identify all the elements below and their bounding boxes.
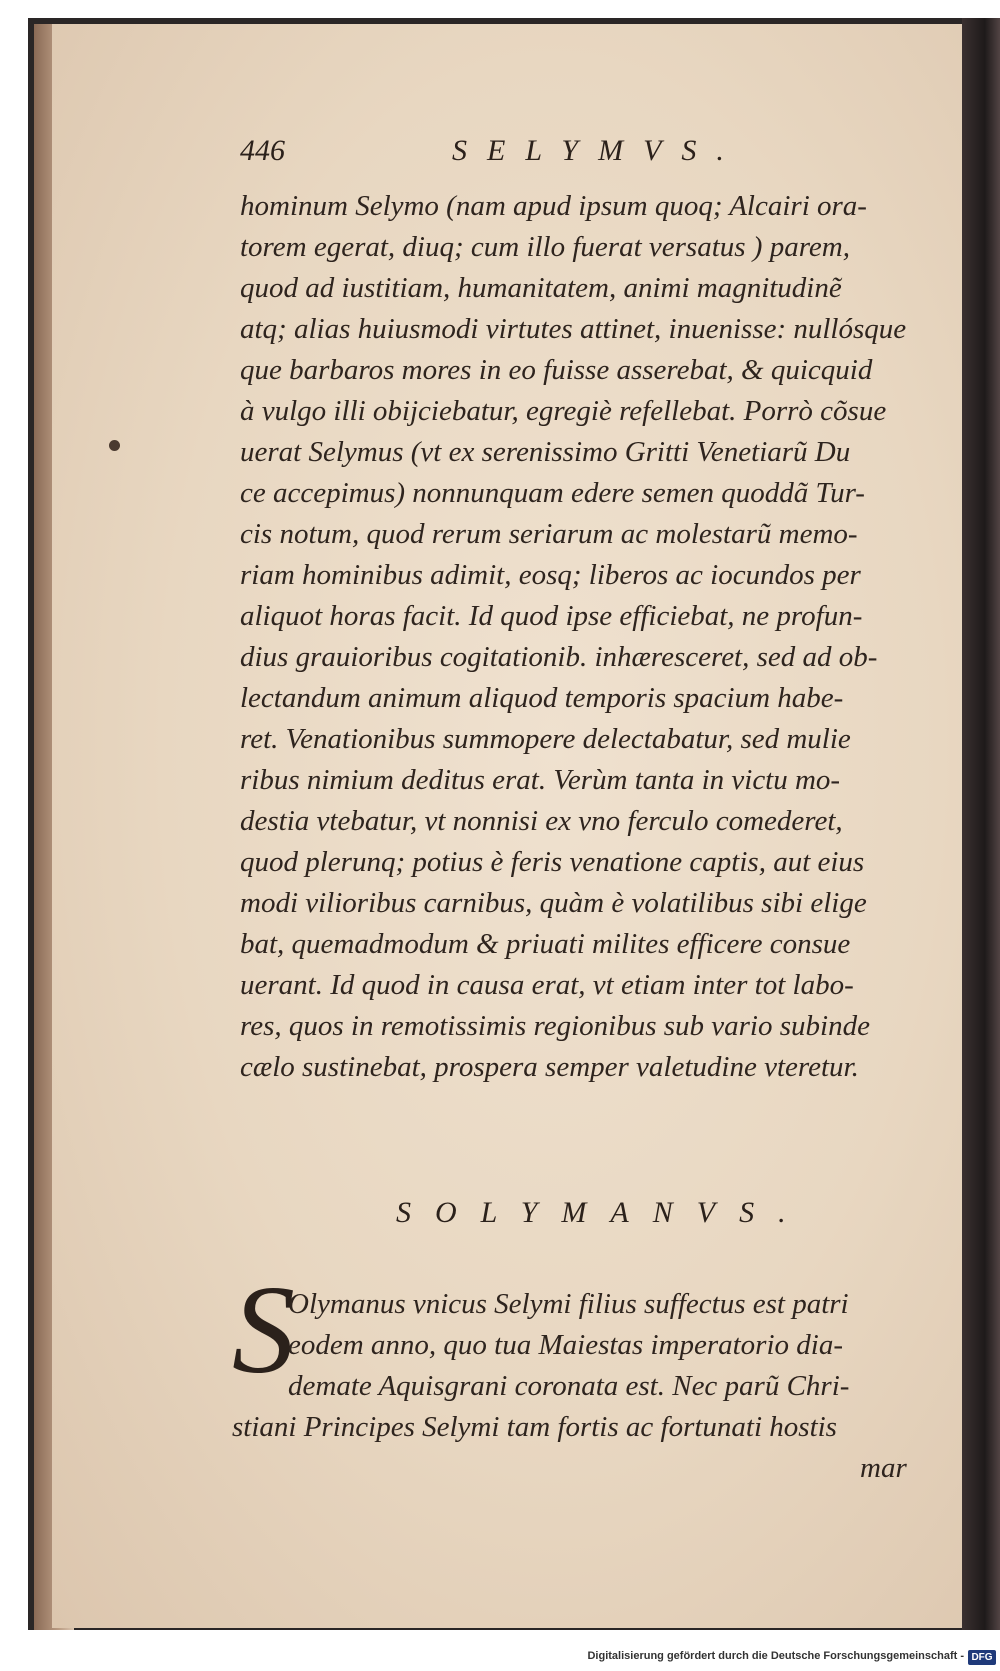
text-line: ribus nimium deditus erat. Verùm tanta in victu mo-: [240, 764, 841, 796]
text-line: ret. Venationibus summopere delectabatur, sed mulie: [240, 723, 851, 755]
text-line: res, quos in remotissimis regionibus sub vario subinde: [240, 1010, 870, 1042]
text-line: aliquot horas facit. Id quod ipse efficiebat, ne profun-: [240, 600, 863, 632]
text-line: cælo sustinebat, prospera semper valetudine vteretur.: [240, 1051, 859, 1083]
text-line: cis notum, quod rerum seriarum ac molestarũ memo-: [240, 518, 858, 550]
drop-cap-initial: S: [232, 1261, 295, 1400]
text-line: hominum Selymo (nam apud ipsum quoq; Alcairi ora-: [240, 190, 867, 222]
text-line: uerat Selymus (vt ex serenissimo Gritti Venetiarũ Du: [240, 436, 851, 468]
marginal-ink-dot: [109, 440, 120, 451]
running-head: [240, 134, 760, 174]
text-line: destia vtebatur, vt nonnisi ex vno ferculo comederet,: [240, 805, 843, 837]
text-line: bat, quemadmodum & priuati milites efficere consue: [240, 928, 851, 960]
page-number: 446: [240, 134, 285, 167]
text-line: uerant. Id quod in causa erat, vt etiam inter tot labo-: [240, 969, 854, 1001]
text-line: que barbaros mores in eo fuisse asserebat, & quicquid: [240, 354, 873, 386]
text-line: torem egerat, diuq; cum illo fuerat versatus ) parem,: [240, 231, 850, 263]
book-spine: [962, 18, 1000, 1630]
funding-credit: Digitalisierung gefördert durch die Deutsche Forschungsgemeinschaft -: [587, 1650, 964, 1662]
text-line: atq; alias huiusmodi virtutes attinet, inuenisse: nullósque: [240, 313, 907, 345]
section-text: [232, 1284, 932, 1448]
text-line: lectandum animum aliquod temporis spacium habe-: [240, 682, 844, 714]
catchword: mar: [860, 1452, 907, 1484]
footer-bar: [0, 1648, 1000, 1671]
text-line: quod ad iustitiam, humanitatem, animi magnitudinẽ: [240, 272, 842, 304]
text-line: ce accepimus) nonnunquam edere semen quoddã Tur-: [240, 477, 865, 509]
running-title: SELYMVS.: [452, 134, 744, 167]
text-line: demate Aquisgrani coronata est. Nec parũ Chri-: [288, 1370, 850, 1402]
dfg-logo: DFG: [968, 1650, 996, 1665]
text-line: dius grauioribus cogitationib. inhæresceret, sed ad ob-: [240, 641, 878, 673]
text-line: Olymanus vnicus Selymi filius suffectus est patri: [288, 1288, 849, 1320]
text-line: quod plerunq; potius è feris venatione captis, aut eius: [240, 846, 865, 878]
body-text: [240, 186, 940, 1088]
text-line: stiani Principes Selymi tam fortis ac fortunati hostis: [232, 1411, 837, 1443]
text-line: modi vilioribus carnibus, quàm è volatilibus sibi elige: [240, 887, 867, 919]
section-heading: SOLYMANVS.: [396, 1196, 810, 1229]
text-line: riam hominibus adimit, eosq; liberos ac iocundos per: [240, 559, 861, 591]
text-line: à vulgo illi obijciebatur, egregiè refellebat. Porrò cõsue: [240, 395, 887, 427]
text-line: eodem anno, quo tua Maiestas imperatorio dia-: [288, 1329, 843, 1361]
